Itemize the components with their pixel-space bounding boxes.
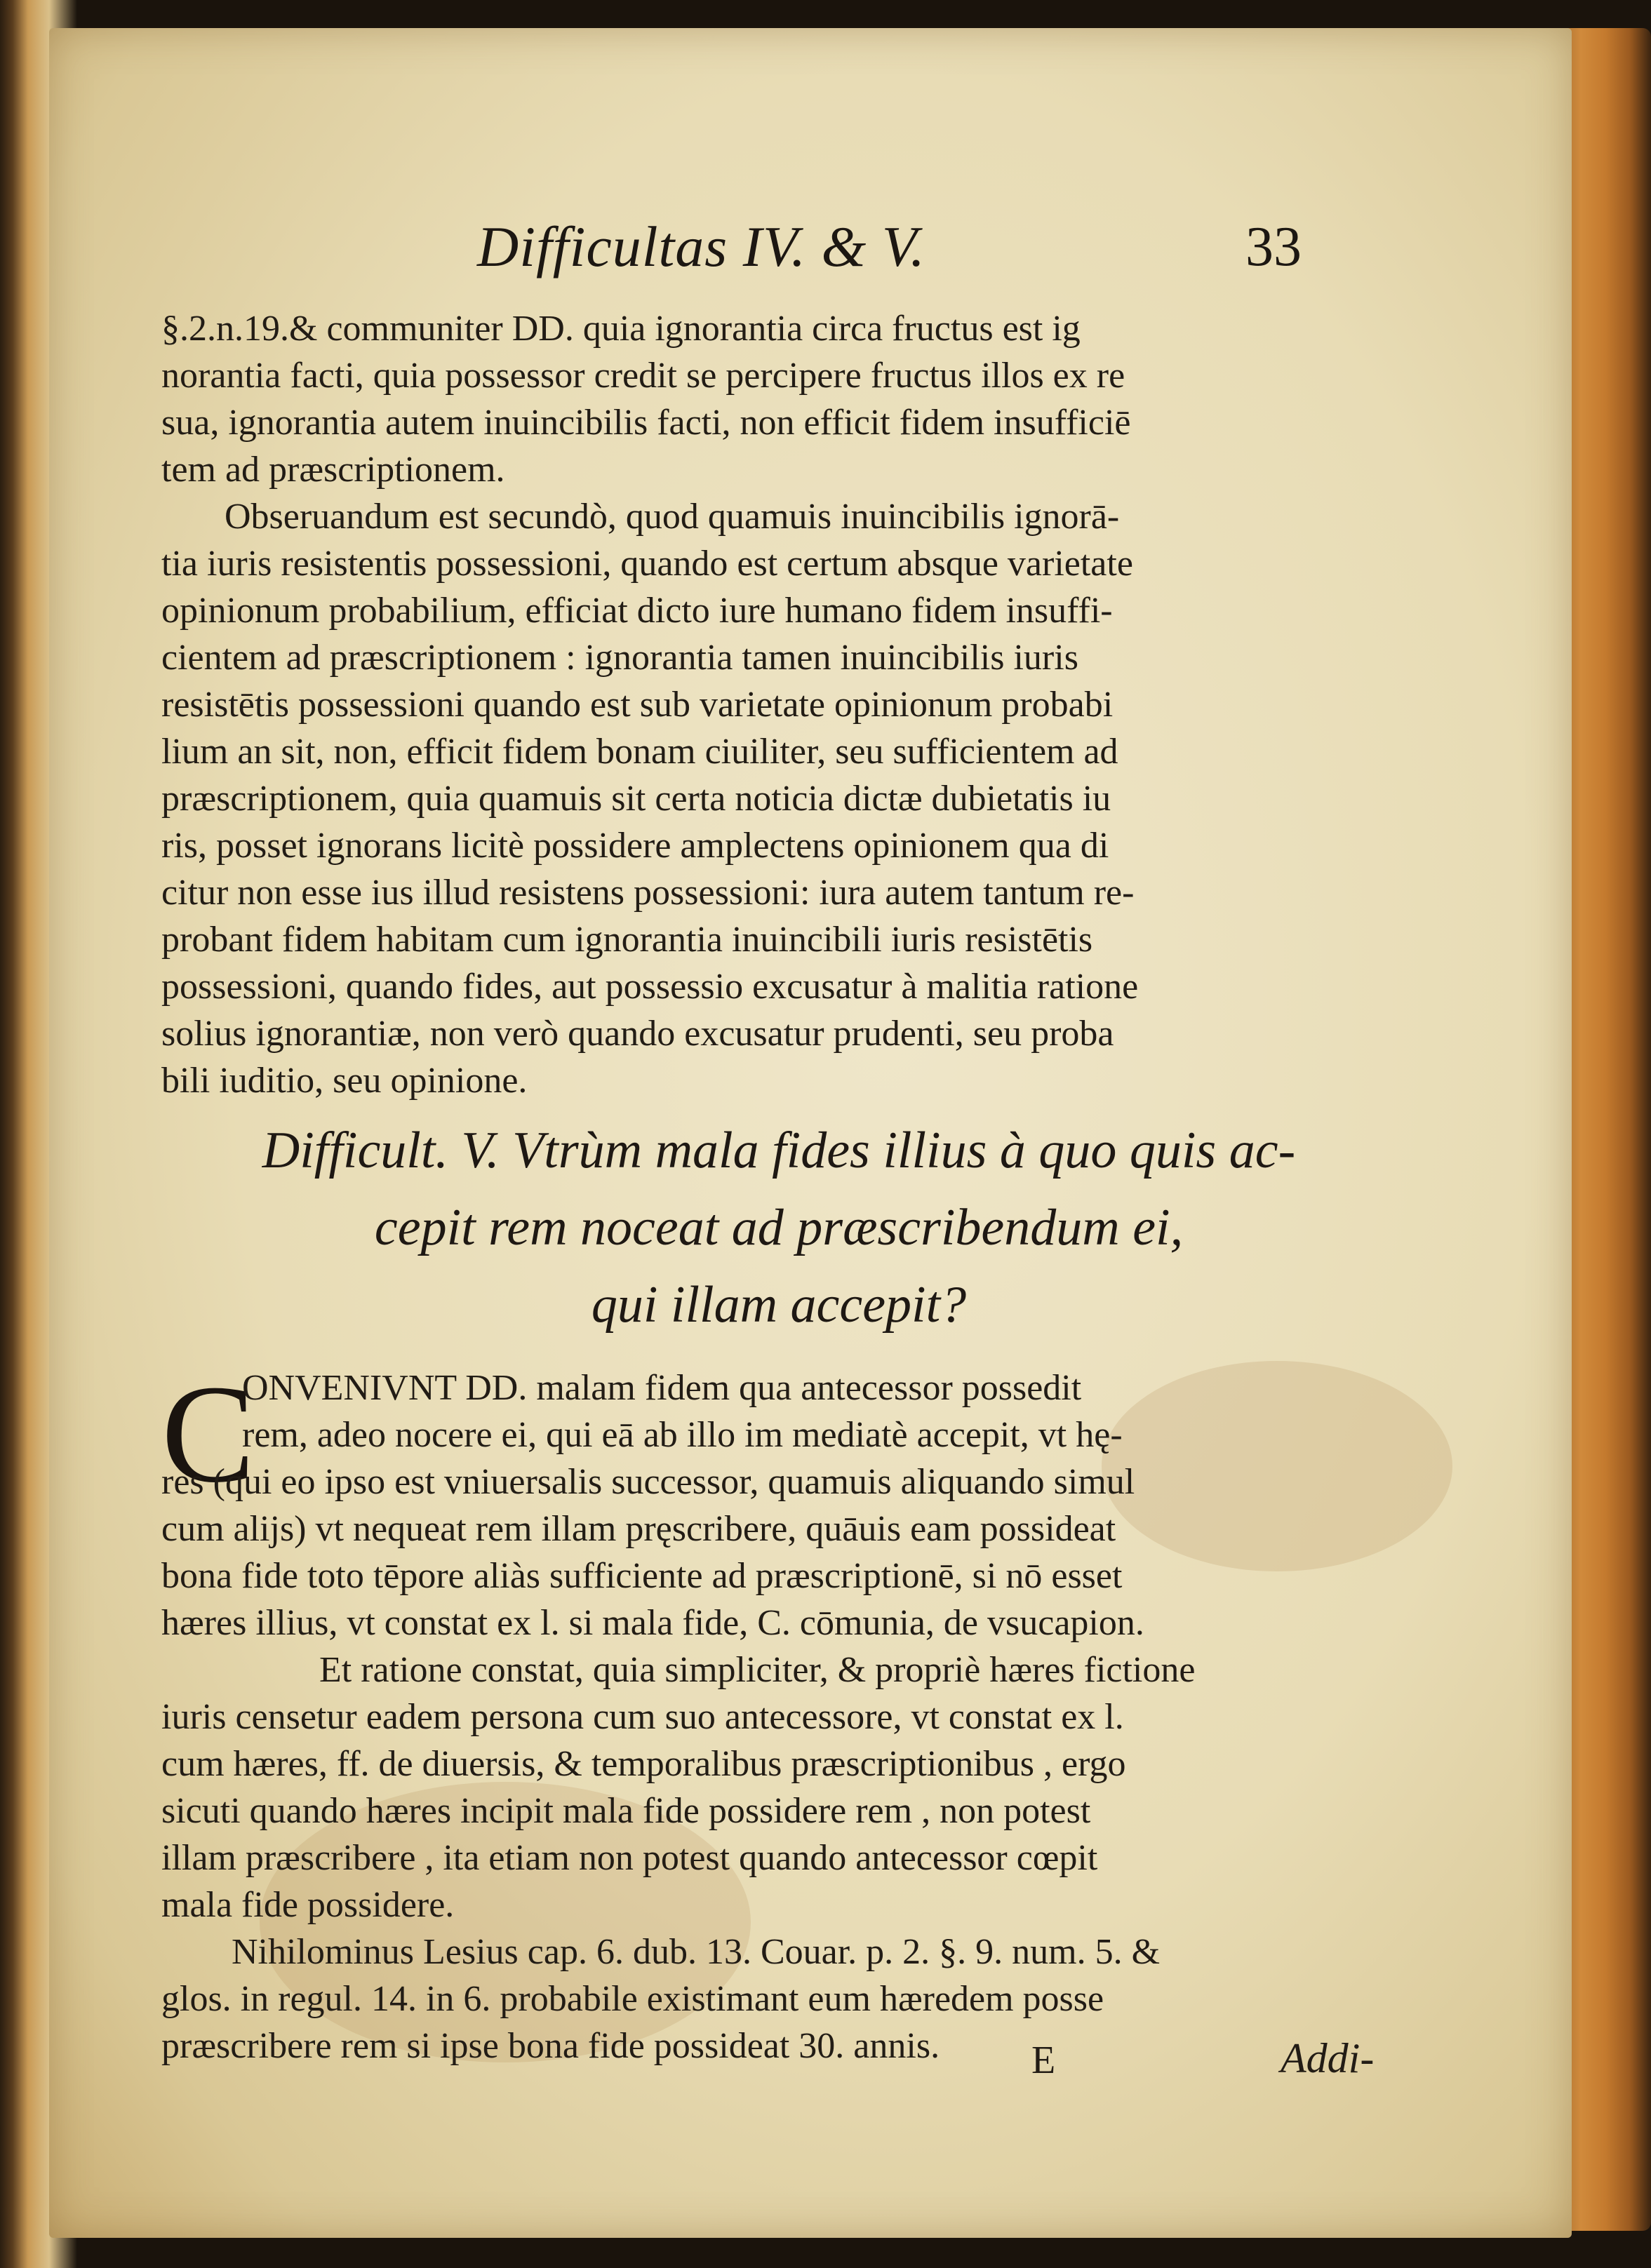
- text-line: resistētis possessioni quando est sub varietate opinionum probabi: [161, 685, 1114, 725]
- text-line: cientem ad præscriptionem : ignorantia tamen inuincibilis iuris: [161, 638, 1078, 678]
- text-line: illam præscribere , ita etiam non potest quando antecessor cœpit: [161, 1838, 1098, 1878]
- section-b-text: [161, 1357, 1396, 2069]
- text-line: §.2.n.19.& communiter DD. quia ignorantia circa fructus est ig: [161, 309, 1081, 349]
- heading-line: cepit rem noceat ad præscribendum ei,: [374, 1199, 1184, 1256]
- text-line: norantia facti, quia possessor credit se percipere fructus illos ex re: [161, 356, 1125, 396]
- text-line: bili iuditio, seu opinione.: [161, 1061, 528, 1101]
- heading-line: Difficult. V. Vtrùm mala fides illius à quo quis ac-: [262, 1122, 1296, 1179]
- text-line: bona fide toto tēpore aliàs sufficiente ad præscriptionē, si nō esset: [161, 1556, 1123, 1596]
- text-line: tia iuris resistentis possessioni, quando est certum absque varietate: [161, 544, 1133, 584]
- text-line: tem ad præscriptionem.: [161, 450, 505, 490]
- text-line: cum alijs) vt nequeat rem illam pręscribere, quāuis eam possideat: [161, 1509, 1116, 1549]
- text-line: cum hæres, ff. de diuersis, & temporalibus præscriptionibus , ergo: [161, 1744, 1126, 1784]
- text-line: ris, posset ignorans licitè possidere amplectens opinionem qua di: [161, 826, 1109, 866]
- catchword: Addi-: [1281, 2035, 1375, 2081]
- drop-cap: C: [161, 1357, 255, 1512]
- text-line: sua, ignorantia autem inuincibilis facti, non efficit fidem insufficiē: [161, 403, 1131, 443]
- text-line: præscribere rem si ipse bona fide possideat 30. annis.: [161, 2026, 940, 2066]
- text-line: opinionum probabilium, efficiat dicto iure humano fidem insuffi-: [161, 591, 1113, 631]
- page-number: 33: [1245, 216, 1302, 278]
- running-head: Difficultas IV. & V.: [477, 215, 925, 279]
- text-line: glos. in regul. 14. in 6. probabile existimant eum hæredem posse: [161, 1979, 1104, 2019]
- text-line: hæres illius, vt constat ex l. si mala fide, C. cōmunia, de vsucapion.: [161, 1603, 1144, 1643]
- text-line: res (qui eo ipso est vniuersalis successor, quamuis aliquando simul: [161, 1462, 1135, 1502]
- page: [49, 28, 1572, 2238]
- text-line: ONVENIVNT DD. malam fidem qua antecessor possedit: [242, 1368, 1082, 1408]
- page-header: [49, 200, 1572, 277]
- text-line: possessioni, quando fides, aut possessio excusatur à malitia ratione: [161, 967, 1139, 1007]
- text-line: sicuti quando hæres incipit mala fide possidere rem , non potest: [161, 1791, 1091, 1831]
- text-line: præscriptionem, quia quamuis sit certa noticia dictæ dubietatis iu: [161, 779, 1111, 819]
- text-line: mala fide possidere.: [161, 1885, 455, 1925]
- text-line: Et ratione constat, quia simpliciter, & propriè hæres fictione: [319, 1650, 1196, 1690]
- text-line: Obseruandum est secundò, quod quamuis inuincibilis ignorā-: [225, 497, 1120, 537]
- section-a-text: [161, 305, 1396, 1104]
- text-line: iuris censetur eadem persona cum suo antecessore, vt constat ex l.: [161, 1697, 1124, 1737]
- page-edge: [1567, 28, 1651, 2231]
- signature-mark: E: [1031, 2039, 1056, 2082]
- text-line: rem, adeo nocere ei, qui eā ab illo im mediatè accepit, vt hę-: [242, 1415, 1123, 1455]
- text-line: solius ignorantiæ, non verò quando excusatur prudenti, seu proba: [161, 1014, 1114, 1054]
- heading-line: qui illam accepit?: [591, 1276, 967, 1334]
- text-line: probant fidem habitam cum ignorantia inuincibili iuris resistētis: [161, 920, 1093, 960]
- text-line: Nihilominus Lesius cap. 6. dub. 13. Couar. p. 2. §. 9. num. 5. &: [232, 1932, 1161, 1972]
- text-line: lium an sit, non, efficit fidem bonam ciuiliter, seu sufficientem ad: [161, 732, 1118, 772]
- text-line: citur non esse ius illud resistens possessioni: iura autem tantum re-: [161, 873, 1135, 913]
- section-heading: [161, 1112, 1396, 1343]
